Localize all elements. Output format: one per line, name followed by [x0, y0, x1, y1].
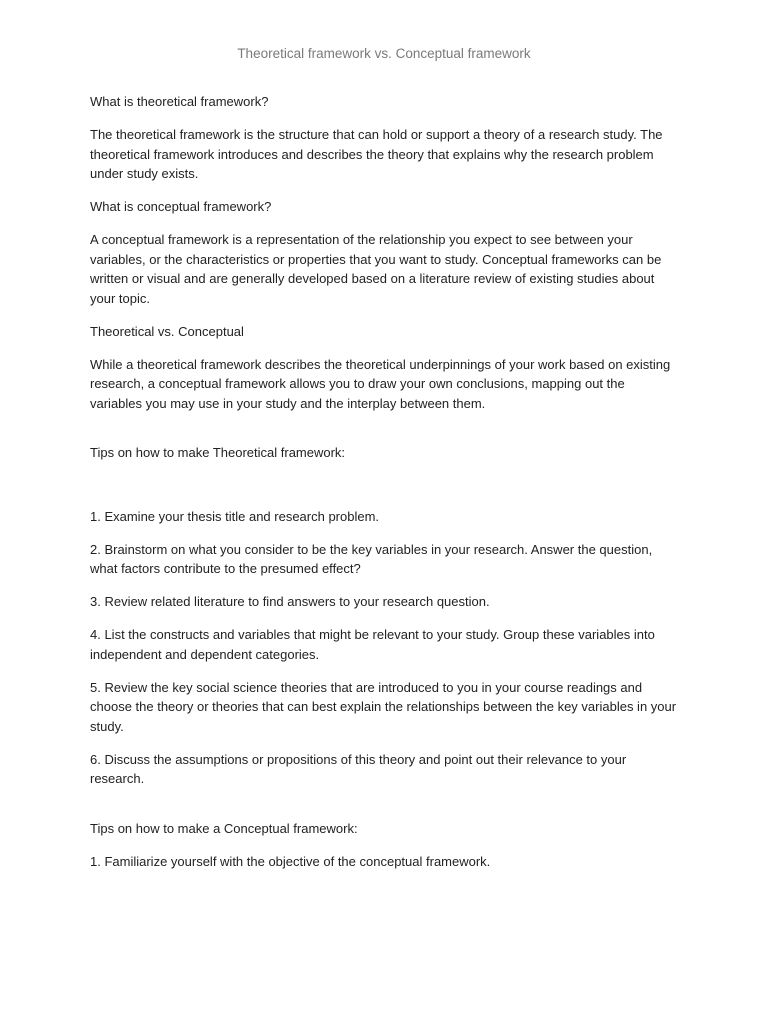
tips-conceptual-heading: Tips on how to make a Conceptual framework:: [90, 820, 358, 836]
tip-theoretical-item: 5. Review the key social science theories that are introduced to you in your course readings and choose the theory or theories that can best explain the relationships between the key variables in your study.: [90, 679, 677, 734]
question-conceptual: What is conceptual framework?: [90, 199, 272, 214]
tip-theoretical-item: 1. Examine your thesis title and research problem.: [90, 508, 380, 524]
tips-theoretical-heading: Tips on how to make Theoretical framework:: [90, 445, 346, 460]
page-title: Theoretical framework vs. Conceptual framework: [237, 46, 531, 61]
paragraph-theoretical-definition: The theoretical framework is the structure that can hold or support a theory of a research study. The theoretical framework introduces and describes the theory that explains why the research problem under study exists.: [90, 127, 663, 181]
paragraph-comparison: While a theoretical framework describes the theoretical underpinnings of your work based on existing research, a conceptual framework allows you to draw your own conclusions, mapping out the variables you may use in your study and the interplay between them.: [90, 356, 671, 411]
document-body: [90, 92, 680, 885]
paragraph-conceptual-definition: A conceptual framework is a representation of the relationship you expect to see between your variables, or the characteristics or properties that you want to study. Conceptual frameworks can be written or visual and are generally developed based on a literature review of existing studies about your topic.: [90, 232, 662, 306]
tip-theoretical-item: 6. Discuss the assumptions or propositions of this theory and point out their relevance to your research.: [90, 751, 627, 786]
question-comparison: Theoretical vs. Conceptual: [90, 323, 244, 339]
tip-theoretical-item: 4. List the constructs and variables that might be relevant to your study. Group these variables into independent and dependent categories.: [90, 627, 655, 662]
tip-theoretical-item: 3. Review related literature to find answers to your research question.: [90, 594, 490, 609]
tip-theoretical-item: 2. Brainstorm on what you consider to be the key variables in your research. Answer the question, what factors contribute to the presumed effect?: [90, 541, 653, 576]
question-theoretical: What is theoretical framework?: [90, 94, 269, 109]
tip-conceptual-item: 1. Familiarize yourself with the objective of the conceptual framework.: [90, 853, 491, 869]
